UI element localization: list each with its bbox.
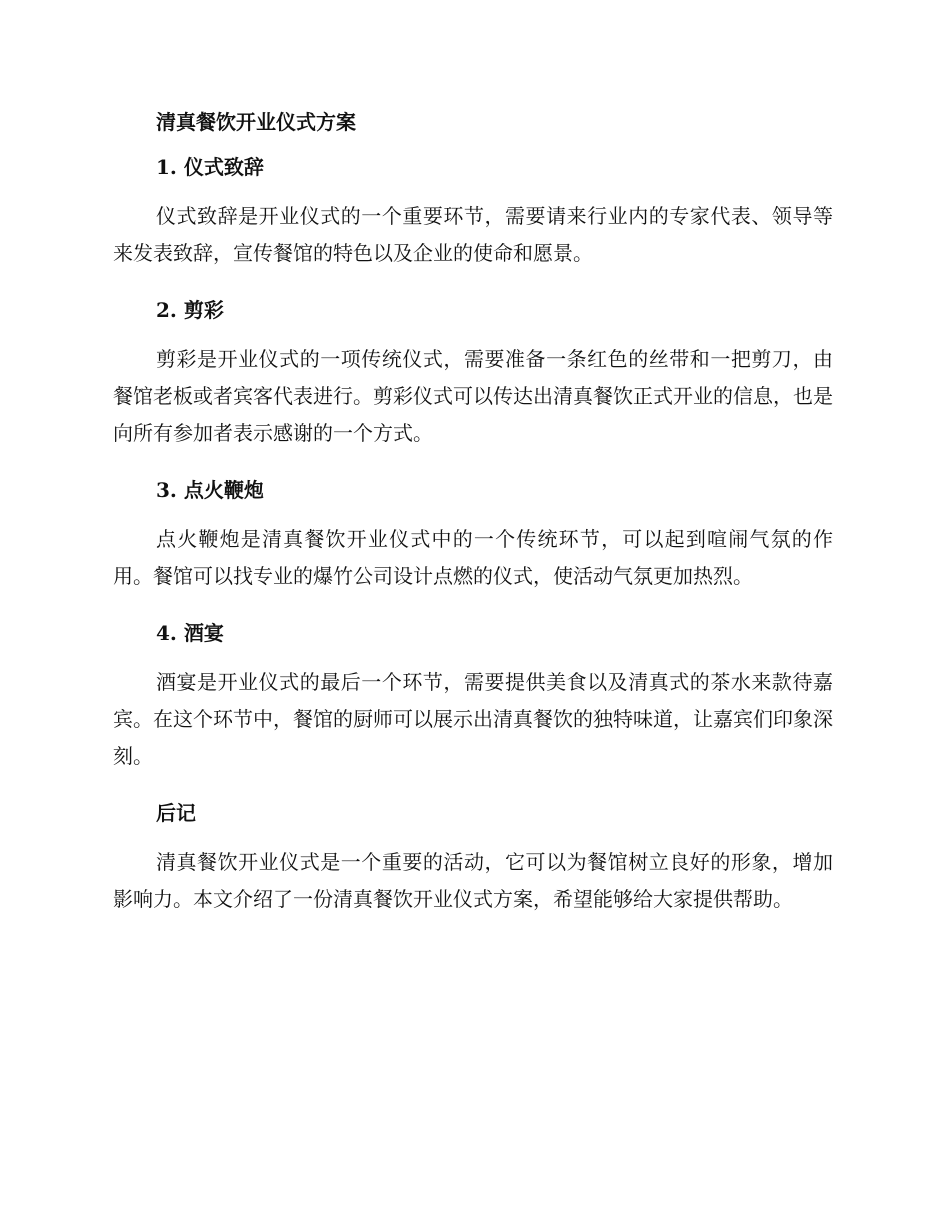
section-body-4: 酒宴是开业仪式的最后一个环节，需要提供美食以及清真式的茶水来款待嘉宾。在这个环节中，餐馆的厨师可以展示出清真餐饮的独特味道，让嘉宾们印象深刻。: [113, 670, 833, 768]
spacer: [113, 452, 833, 476]
spacer: [113, 136, 833, 153]
section-body-3: 点火鞭炮是清真餐饮开业仪式中的一个传统环节，可以起到喧闹气氛的作用。餐馆可以找专业的爆竹公司设计点燃的仪式，使活动气氛更加热烈。: [113, 527, 833, 588]
section-body-1: 仪式致辞是开业仪式的一个重要环节，需要请来行业内的专家代表、领导等来发表致辞，宣传餐馆的特色以及企业的使命和愿景。: [113, 204, 833, 265]
spacer: [113, 775, 833, 799]
spacer: [113, 272, 833, 296]
section-heading-2: 2. 剪彩: [156, 298, 224, 322]
spacer: [113, 504, 833, 521]
section-body-postscript: 清真餐饮开业仪式是一个重要的活动，它可以为餐馆树立良好的形象，增加影响力。本文介绍了一份清真餐饮开业仪式方案，希望能够给大家提供帮助。: [113, 850, 833, 911]
document-content: [113, 108, 833, 918]
section-heading-4: 4. 酒宴: [156, 621, 224, 645]
spacer: [113, 647, 833, 664]
section-heading-postscript: 后记: [156, 801, 196, 825]
spacer: [113, 181, 833, 198]
section-heading-1: 1. 仪式致辞: [156, 155, 264, 179]
section-heading-3: 3. 点火鞭炮: [156, 478, 264, 502]
section-body-2: 剪彩是开业仪式的一项传统仪式，需要准备一条红色的丝带和一把剪刀，由餐馆老板或者宾客代表进行。剪彩仪式可以传达出清真餐饮正式开业的信息，也是向所有参加者表示感谢的一个方式。: [113, 347, 833, 445]
spacer: [113, 827, 833, 844]
spacer: [113, 324, 833, 341]
spacer: [113, 595, 833, 619]
document-title: 清真餐饮开业仪式方案: [156, 110, 356, 134]
